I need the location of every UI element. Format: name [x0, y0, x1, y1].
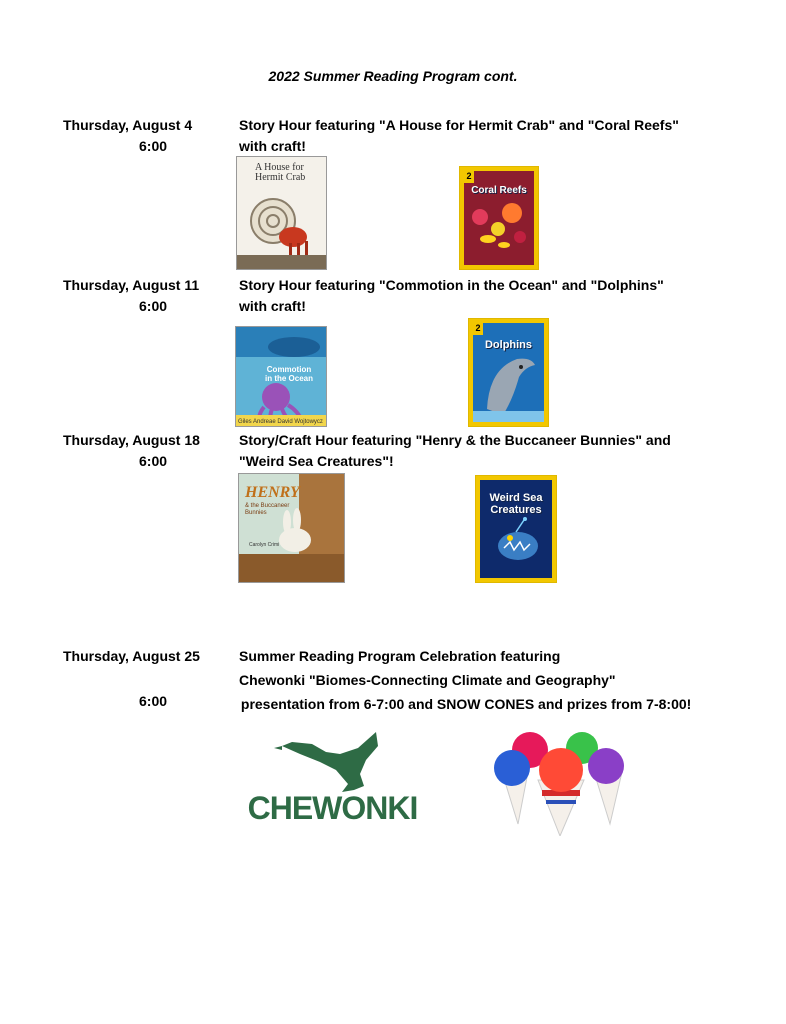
chewonki-wordmark: CHEWONKI	[247, 790, 418, 826]
event-description: Summer Reading Program Celebration featuring	[239, 648, 561, 664]
book-cover-coral-reefs	[459, 166, 539, 270]
page-title: 2022 Summer Reading Program cont.	[268, 68, 518, 84]
book-cover-henry-buccaneer-bunnies	[238, 473, 345, 583]
cover-title: A House for Hermit Crab	[255, 162, 306, 183]
cover-authors: Carolyn Crimi	[249, 542, 280, 548]
cover-title: HENRY	[245, 484, 300, 501]
event-description: Chewonki "Biomes-Connecting Climate and Geography"	[239, 672, 616, 688]
event-description: Story/Craft Hour featuring "Henry & the Buccaneer Bunnies" and	[239, 432, 671, 448]
event-time: 6:00	[139, 453, 168, 469]
event-description: with craft!	[239, 138, 306, 154]
event-description: Story Hour featuring "Commotion in the Ocean" and "Dolphins"	[239, 277, 664, 293]
chewonki-logo	[230, 730, 435, 830]
cover-subtitle: & the Buccaneer Bunnies	[245, 503, 290, 516]
book-cover-weird-sea-creatures	[475, 475, 557, 583]
event-date: Thursday, August 4	[63, 117, 193, 133]
event-time: 6:00	[139, 693, 168, 709]
cover-title: Coral Reefs	[471, 185, 527, 196]
cover-title: Dolphins	[484, 339, 533, 351]
event-time: 6:00	[139, 138, 168, 154]
book-cover-hermit-crab	[236, 156, 327, 270]
event-description: presentation from 6-7:00 and SNOW CONES and prizes from 7-8:00!	[237, 696, 692, 712]
cover-title: Weird Sea Creatures	[489, 492, 543, 516]
event-description: with craft!	[239, 298, 306, 314]
cover-authors: Giles Andreae David Wojtowycz	[238, 419, 323, 425]
level-badge: 2	[464, 171, 474, 183]
event-date: Thursday, August 18	[63, 432, 200, 448]
snow-cones-image	[488, 728, 633, 836]
level-badge: 2	[473, 323, 483, 335]
book-cover-dolphins	[468, 318, 549, 427]
event-description: "Weird Sea Creatures"!	[239, 453, 394, 469]
cover-title: Commotion in the Ocean	[264, 365, 313, 383]
event-time: 6:00	[139, 298, 168, 314]
event-date: Thursday, August 25	[63, 648, 200, 664]
book-cover-commotion-in-the-ocean	[235, 326, 327, 427]
event-date: Thursday, August 11	[63, 277, 200, 293]
snow-cone-icon	[488, 728, 633, 836]
event-description: Story Hour featuring "A House for Hermit Crab" and "Coral Reefs"	[239, 117, 679, 133]
